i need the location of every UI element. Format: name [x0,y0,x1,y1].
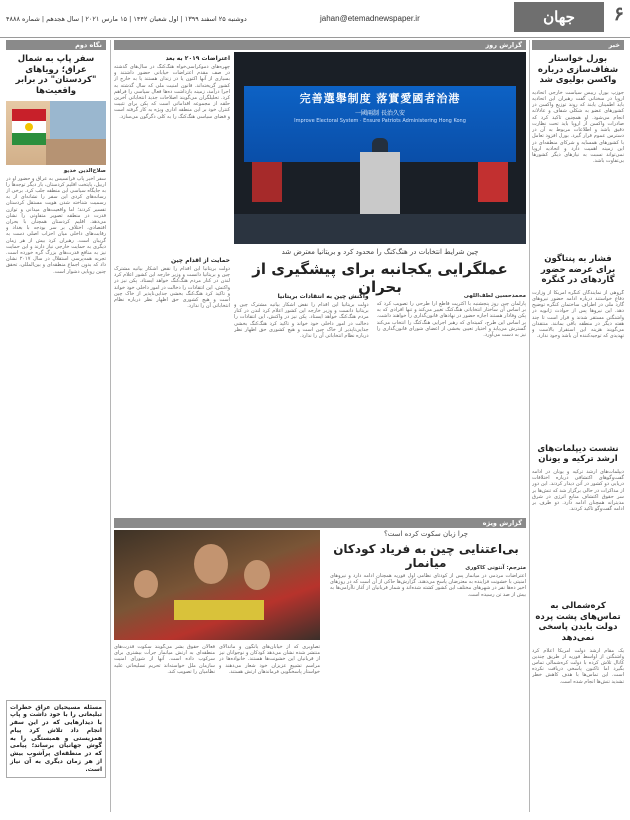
photo-sky [50,101,106,141]
body-column: دولت بریتانیا این اقدام را نقض آشکار بیانیه مشترک چین و بریتانیا دانست و وزیر خارجه این کشور اعلام کرد لندن در کنار مردم هنگ‌کنگ خواهد ایستاد. پکن نیز در واکنش، این انتقادات را دخالت در امور داخلی خود خواند و تاکید کرد هنگ‌کنگ بخشی جدایی‌ناپذیر از خاک چین است و هیچ کشوری حق اظهار نظر درباره نظام انتخاباتی آن را ندارد. [234,302,369,340]
column-label: نگاه دوم [6,40,106,50]
section-title: جهان [514,2,604,32]
subhead: حمایت از اقدام چین [170,257,230,264]
opinion-headline: سفر پاپ به شمال عراق؛ رویاهای "کردستان" در برابر واقعیت‌ها [15,54,97,96]
brief-body: دیپلمات‌های ارشد ترکیه و یونان در ادامه گفت‌وگوهای اکتشافی درباره اختلافات دریایی دو کشور در آتن دیدار کردند. این دور از مذاکرات در حالی برگزار شد که تنش‌ها بر سر حقوق اکتشاف منابع انرژی در شرق مدیترانه همچنان ادامه دارد. دو طرف بر ادامه گفت‌وگو تاکید کردند. [532,469,624,513]
second-kicker: چرا زبان سکوت کرده است؟ [384,530,468,538]
byline: محمدحسین لطف‌اللهی [463,293,526,299]
yellow-cloth [174,600,264,620]
issue-dateline: دوشنبه ۲۵ اسفند ۱۳۹۹ | اول شعبان ۱۴۴۲ | ۱۵ مارس ۲۰۲۱ | سال هجدهم | شماره ۴۸۸۸ [6,15,247,23]
second-section-label: گزارش ویژه [114,518,526,528]
page-number: ۶ [613,3,624,25]
hong-kong-press-photo [234,52,526,244]
stage-floor [234,214,526,244]
sun-emblem [25,123,33,131]
banner-chinese-subtitle: 一國兩制 長治久安 [355,110,405,117]
brief-headline: کره‌شمالی به تماس‌های پشت پرده دولت بایدن پاسخی نمی‌دهد [535,601,621,643]
section-email[interactable]: jahan@etemadnewspaper.ir [320,14,420,23]
child-face [134,570,158,598]
feature-label: گزارش روز [114,40,526,50]
second-body [326,562,526,812]
brief-headline: نشست دیپلمات‌های ارشد ترکیه و یونان [537,443,619,465]
feature-body [234,290,526,515]
highlight-box [6,700,106,778]
body-column: فعالان حقوق بشر می‌گویند سکوت قدرت‌های منطقه‌ای به ارتش میانمار جرأت بیشتری برای سرکوب داده است. آنها از شورای امنیت سازمان ملل خواسته‌اند تحریم تسلیحاتی علیه نظامیان را تصویب کند. [114,644,215,675]
child-face [244,560,270,590]
brief-body: جوزپ بورل رییس سیاست خارجی اتحادیه اروپا در سخنانی گفت رهبران این اتحادیه باید اطمینان یابند که روند توزیع واکسن در کشورهای عضو به شکلی شفاف و عادلانه انجام می‌شود. او همچنین تاکید کرد که صادرات واکسن از اروپا باید تحت نظارت دقیق باشد و اطلاعات مربوط به آن در دسترس عموم قرار گیرد. بورل افزود تعامل با کشورهای همسایه و شرکای منطقه‌ای در این زمینه اهمیت دارد و اتحادیه اروپا نمی‌تواند نسبت به نیازهای دیگر کشورها بی‌تفاوت باشد. [532,89,624,165]
feature-kicker: چین شرایط انتخابات در هنگ‌کنگ را محدود کرد و بریتانیا معترض شد [281,248,479,256]
body-column: تصاویری که از خیابان‌های یانگون و ماندالای منتشر شده نشان می‌دهد کودکان و نوجوانان نیز از قربانیان این خشونت‌ها هستند. خانواده‌ها در مراسم تشییع عزیزان خود شعار می‌دهند و خواستار پاسخگویی فرماندهان ارتش هستند. [219,644,320,675]
page-header [0,0,630,38]
podium [360,152,400,222]
byline: مترجم: آنتونی کاکوری [465,565,526,571]
column-divider [110,40,111,812]
side-body: چهره‌های دموکراسی‌خواه هنگ‌کنگ در سال‌های گذشته در صف مقدم اعتراضات خیابانی حضور داشتند و بسیاری از آنها اکنون یا در زندان هستند یا به خارج از کشور گریخته‌اند. قانون امنیت ملی که سال گذشته به اجرا درآمد، زمینه بازداشت ده‌ها فعال سیاسی را فراهم کرد. تحلیلگران می‌گویند اصلاحات جدید انتخاباتی آخرین حلقه از مجموعه اقداماتی است که پکن برای تثبیت کنترل خود بر این منطقه اداری ویژه به کار گرفته است و فضای سیاسی هنگ‌کنگ را به کلی دگرگون می‌سازد. [114,64,230,120]
photo-city [46,139,106,165]
brief-body: یک مقام ارشد دولت آمریکا اعلام کرد واشنگتن از اواسط فوریه از طریق چندین کانال تلاش کرده با دولت کره‌شمالی تماس بگیرد اما تاکنون پاسخی دریافت نکرده است. این تماس‌ها با هدف کاهش خطر تشدید تنش‌ها انجام شده است. [532,647,624,685]
feature-side-text [114,52,230,452]
brief-headline: بورل خواستار شفاف‌سازی درباره واکسن بولیوی شد [537,54,619,86]
column-label: خبر [532,40,624,50]
banner-english-line: Improve Electoral System · Ensure Patriots Administering Hong Kong [294,118,466,124]
second-headline: بی‌اعتنایی چین به فریاد کودکان میانمار [333,542,519,570]
news-briefs-column [532,40,624,812]
kurdistan-flag [12,109,46,145]
opinion-column [6,40,106,812]
body-column: پارلمان چین روز پنجشنبه با اکثریت قاطع آرا طرحی را تصویب کرد که بر اساس آن ساختار انتخاباتی هنگ‌کنگ تغییر می‌کند و تنها افرادی که به پکن وفادار هستند اجازه حضور در نهادهای قانون‌گذاری را خواهند داشت. بر اساس این طرح، کمیته‌ای که رهبر اجرایی هنگ‌کنگ را انتخاب می‌کند گسترش می‌یابد و اختیار تعیین بخشی از اعضای شورای قانون‌گذاری را نیز به دست می‌آورد. [376,301,526,339]
brief-headline: فشار به پنتاگون برای عرضه حضور گاردهای در کنگره [540,253,616,286]
column-divider [529,40,530,812]
opinion-body: سفر اخیر پاپ فرانسیس به عراق و حضور او در اربیل، پایتخت اقلیم کردستان، بار دیگر توجه‌ها را به جایگاه سیاسی این منطقه جلب کرد. برخی از رسانه‌های کردی این سفر را نشانه‌ای از به رسمیت شناخته شدن هویت مستقل کردستان تفسیر کردند؛ اما واقعیت‌های میدانی و توازن قدرت در منطقه تصویر متفاوتی را نشان می‌دهد. اقلیم کردستان همچنان با بحران اقتصادی، اختلاف بر سر بودجه با بغداد و رقابت‌های داخلی میان احزاب اصلی دست به گریبان است. رهبران کرد بیش از هر زمان دیگری به حمایت خارجی نیاز دارند و این حمایت نیز به منافع قدرت‌های بزرگ گره خورده است. تجربه همه‌پرسی استقلال در سال ۲۰۱۷ نشان داد که بدون اجماع منطقه‌ای و بین‌المللی، تحقق چنین رویایی دشوار است. [6,175,106,275]
highlight-text: مسئله مسیحیان عراق خطرات تبلیغاتی را با خود داشت و پاپ با دیدارهایی که در این سفر انجام داد تلاش کرد پیام همزیستی و همبستگی را به گوش جهانیان برساند؛ پیامی که در منطقه‌ای پرآشوب بیش از هر زمان دیگری به آن نیاز است. [10,703,102,773]
byline: صلاح‌الدین خدیو [63,167,106,174]
side-body: دولت بریتانیا این اقدام را نقض آشکار بیانیه مشترک چین و بریتانیا دانست و وزیر خارجه این کشور اعلام کرد لندن در کنار مردم هنگ‌کنگ خواهد ایستاد. پکن نیز در واکنش، این انتقادات را دخالت در امور داخلی خود خواند و تاکید کرد هنگ‌کنگ بخشی جدایی‌ناپذیر از خاک چین است و هیچ کشوری حق اظهار نظر درباره نظام انتخاباتی آن را ندارد. [114,266,230,310]
subhead: واکنش چین به انتقادات بریتانیا [277,293,369,300]
subhead: اعتراضات ۲۰۱۹ به بعد [165,55,230,62]
kurdistan-flag-photo [6,101,106,165]
second-photo-body [114,644,320,812]
body-column: اعتراضات مردمی در میانمار پس از کودتای نظامی اول فوریه همچنان ادامه دارد و نیروهای امنیتی با خشونت فزاینده به معترضان پاسخ می‌دهند. گزارش‌ها حاکی از آن است که در روزهای اخیر ده‌ها نفر در شهرهای مختلف این کشور کشته شده‌اند و شمار قربانیان از آغاز ناآرامی‌ها به بیش از صد تن رسیده است. [330,573,526,598]
brief-body: گروهی از نمایندگان کنگره آمریکا از وزارت دفاع خواستند درباره ادامه حضور نیروهای گارد ملی در اطراف ساختمان کنگره توضیح دهد. این نیروها پس از حوادث ژانویه در واشنگتن مستقر شدند و قرار است تا چند هفته دیگر در منطقه باقی بمانند. منتقدان می‌گویند هزینه این استقرار بالاست و تهدیدی که توجیه‌کننده آن باشد وجود ندارد. [532,289,624,340]
main-feature-column [114,40,526,812]
feature-headline: عملگرایی یکجانبه برای پیشگیری از بحران [252,260,508,296]
child-face [194,544,228,584]
banner-chinese-title: 完善選舉制度 落實愛國者治港 [299,92,461,105]
myanmar-protest-photo [114,530,320,640]
